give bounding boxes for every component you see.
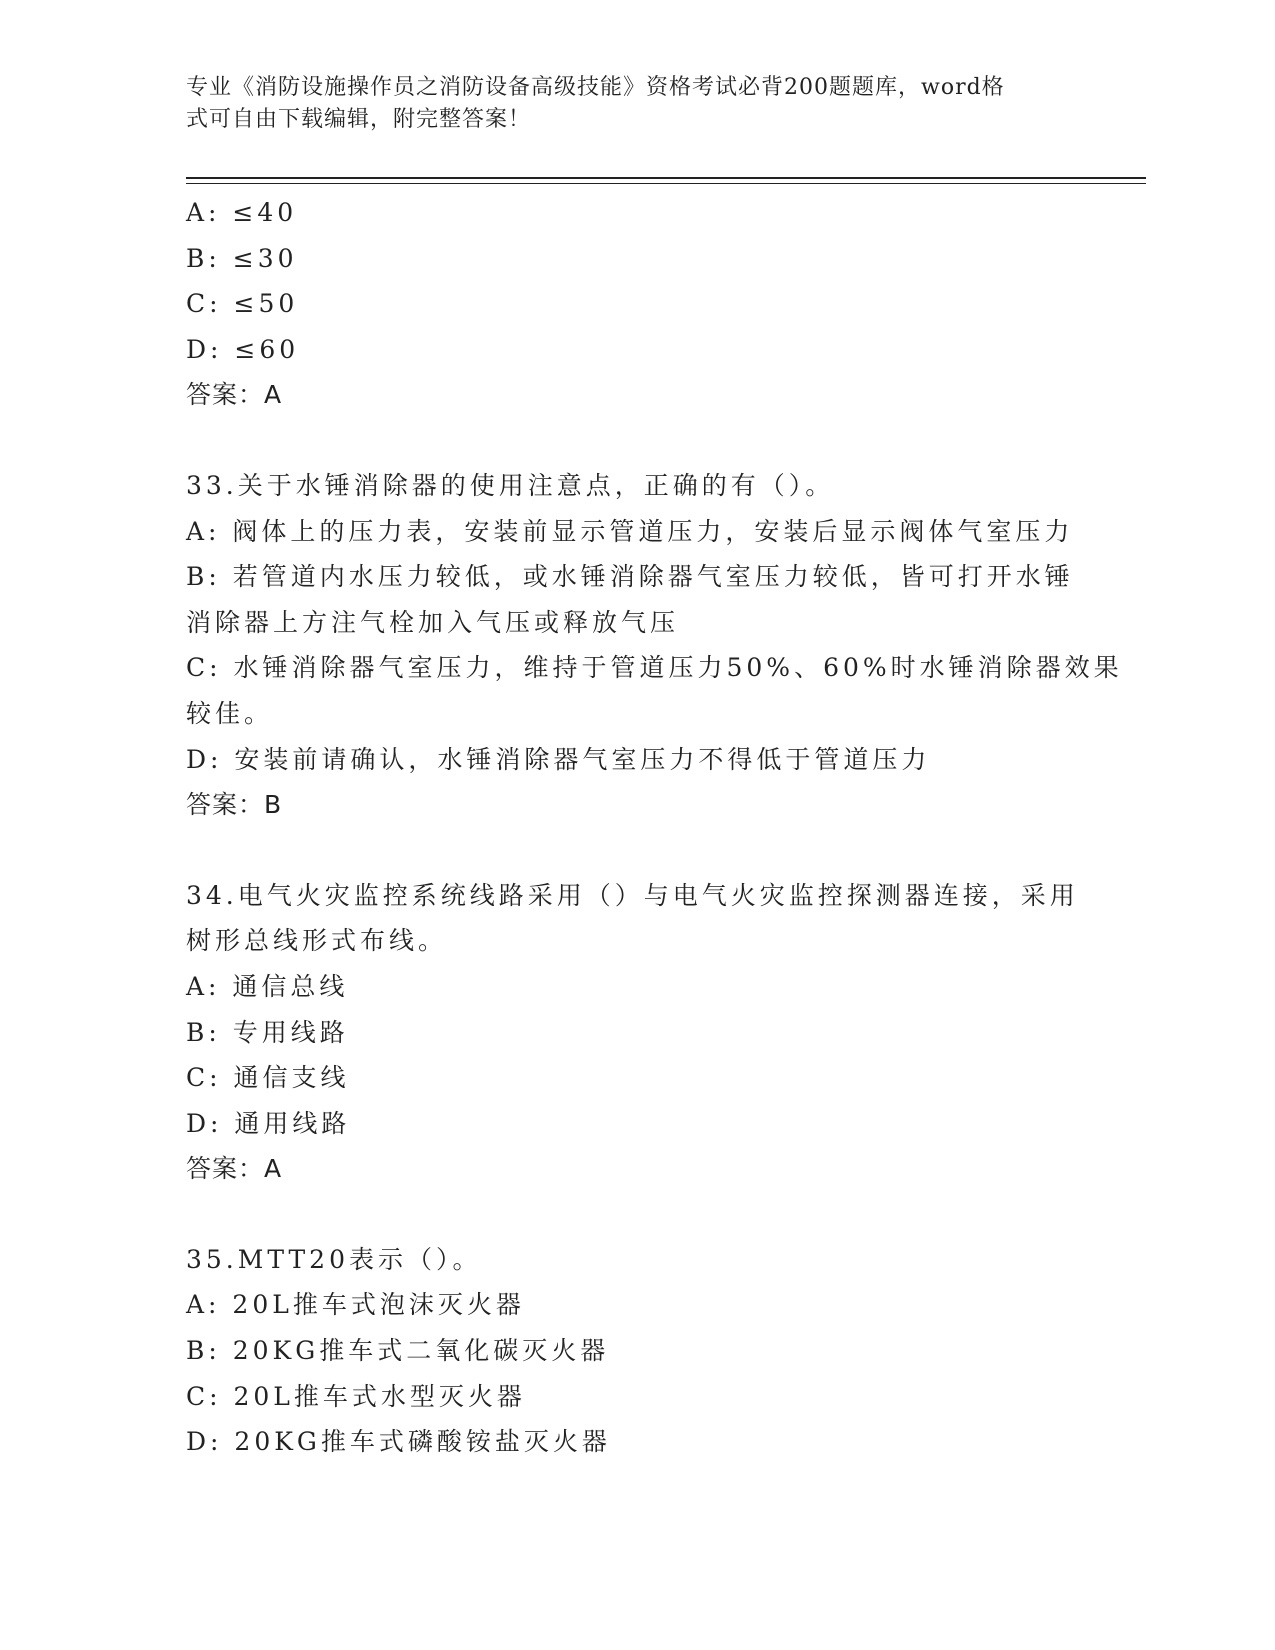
option-b: B: 20KG推车式二氧化碳灭火器 xyxy=(186,1336,610,1366)
document-header xyxy=(186,72,1066,136)
answer-line: 答案：B xyxy=(186,790,283,820)
question-text-continued: 树形总线形式布线。 xyxy=(186,926,448,956)
question-block-33 xyxy=(186,463,1123,828)
option-d: D: 安装前请确认，水锤消除器气室压力不得低于管道压力 xyxy=(186,744,931,774)
answer-line: 答案：A xyxy=(186,1154,283,1184)
header-line-2: 式可自由下载编辑，附完整答案！ xyxy=(186,107,532,132)
header-divider-thick xyxy=(186,177,1146,179)
option-b: B: 若管道内水压力较低，或水锤消除器气室压力较低，皆可打开水锤 xyxy=(186,562,1074,592)
question-text: 35.MTT20表示（）。 xyxy=(186,1244,482,1274)
option-d: D: 20KG推车式磷酸铵盐灭火器 xyxy=(186,1427,611,1457)
spacer xyxy=(186,1192,1086,1237)
option-a: A: ≤40 xyxy=(186,198,298,227)
option-d: D: 通用线路 xyxy=(186,1108,351,1138)
option-b: B: ≤30 xyxy=(186,243,298,273)
option-b-continued: 消除器上方注气栓加入气压或释放气压 xyxy=(186,607,680,637)
option-c: C: ≤50 xyxy=(186,289,299,319)
option-d: D: ≤60 xyxy=(186,334,300,364)
question-block-32 xyxy=(186,190,1086,418)
header-divider-thin xyxy=(186,183,1146,184)
question-list xyxy=(186,190,1123,1465)
spacer xyxy=(186,828,1086,873)
option-c: C: 水锤消除器气室压力，维持于管道压力50%、60%时水锤消除器效果 xyxy=(186,653,1123,683)
header-line-1: 专业《消防设施操作员之消防设备高级技能》资格考试必背200题题库，word格 xyxy=(186,75,1005,100)
option-c: C: 通信支线 xyxy=(186,1063,350,1093)
option-a: A: 20L推车式泡沫灭火器 xyxy=(186,1290,525,1320)
option-b: B: 专用线路 xyxy=(186,1017,349,1047)
question-block-34 xyxy=(186,873,1086,1192)
option-c: C: 20L推车式水型灭火器 xyxy=(186,1381,526,1411)
answer-line: 答案：A xyxy=(186,380,283,410)
option-a: A: 通信总线 xyxy=(186,971,349,1001)
spacer xyxy=(186,418,1086,463)
question-text: 33.关于水锤消除器的使用注意点，正确的有（）。 xyxy=(186,470,835,500)
option-c-continued: 较佳。 xyxy=(186,698,274,728)
question-block-35 xyxy=(186,1237,1086,1465)
question-text: 34.电气火灾监控系统线路采用（）与电气火灾监控探测器连接，采用 xyxy=(186,880,1079,910)
option-a: A: 阀体上的压力表，安装前显示管道压力，安装后显示阀体气室压力 xyxy=(186,516,1074,546)
